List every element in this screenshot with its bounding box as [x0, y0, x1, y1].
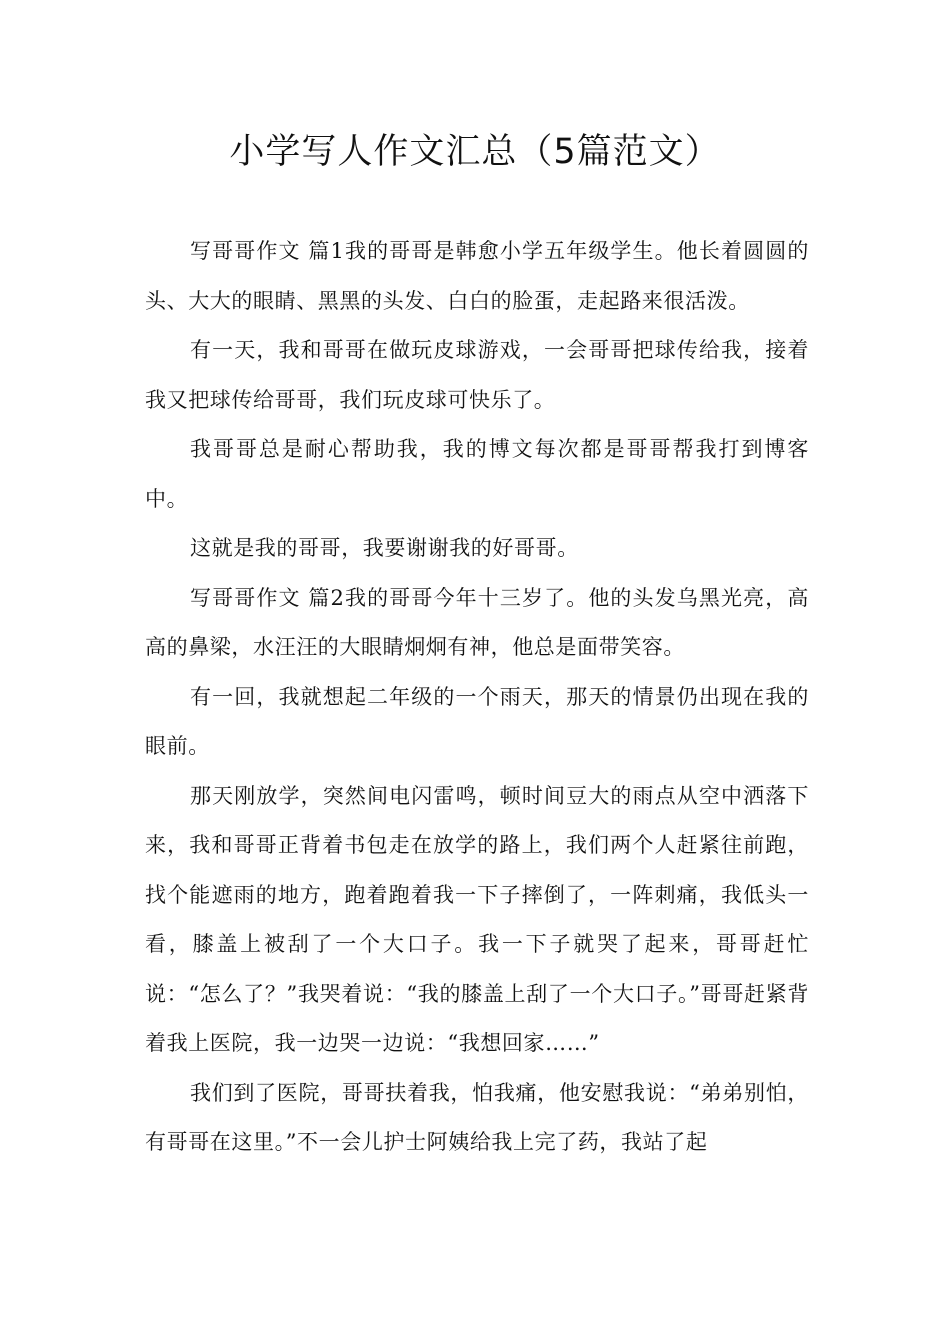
paragraph: 我们到了医院，哥哥扶着我，怕我痛，他安慰我说：“弟弟别怕，有哥哥在这里。”不一会儿护士阿姨给我上完了药，我站了起 — [145, 1080, 809, 1154]
paragraph: 有一回，我就想起二年级的一个雨天，那天的情景仍出现在我的眼前。 — [145, 684, 809, 758]
document-body — [145, 227, 809, 1168]
paragraph: 写哥哥作文 篇2我的哥哥今年十三岁了。他的头发乌黑光亮，高高的鼻梁，水汪汪的大眼睛炯炯有神，他总是面带笑容。 — [145, 585, 809, 659]
paragraph: 我哥哥总是耐心帮助我，我的博文每次都是哥哥帮我打到博客中。 — [145, 437, 809, 511]
paragraph: 写哥哥作文 篇1我的哥哥是韩愈小学五年级学生。他长着圆圆的头、大大的眼睛、黑黑的头发、白白的脸蛋，走起路来很活泼。 — [145, 239, 809, 313]
paragraph: 有一天，我和哥哥在做玩皮球游戏，一会哥哥把球传给我，接着我又把球传给哥哥，我们玩皮球可快乐了。 — [145, 338, 809, 412]
document-title: 小学写人作文汇总（5篇范文） — [229, 132, 721, 172]
paragraph: 这就是我的哥哥，我要谢谢我的好哥哥。 — [190, 536, 579, 560]
paragraph: 那天刚放学，突然间电闪雷鸣，顿时间豆大的雨点从空中洒落下来，我和哥哥正背着书包走在放学的路上，我们两个人赶紧往前跑，找个能遮雨的地方，跑着跑着我一下子摔倒了，一阵刺痛，我低头一看，膝盖上被刮了一个大口子。我一下子就哭了起来，哥哥赶忙说：“怎么了？”我哭着说：“我的膝盖上刮了一个大口子。”哥哥赶紧背着我上医院，我一边哭一边说：“我想回家……” — [145, 783, 809, 1055]
